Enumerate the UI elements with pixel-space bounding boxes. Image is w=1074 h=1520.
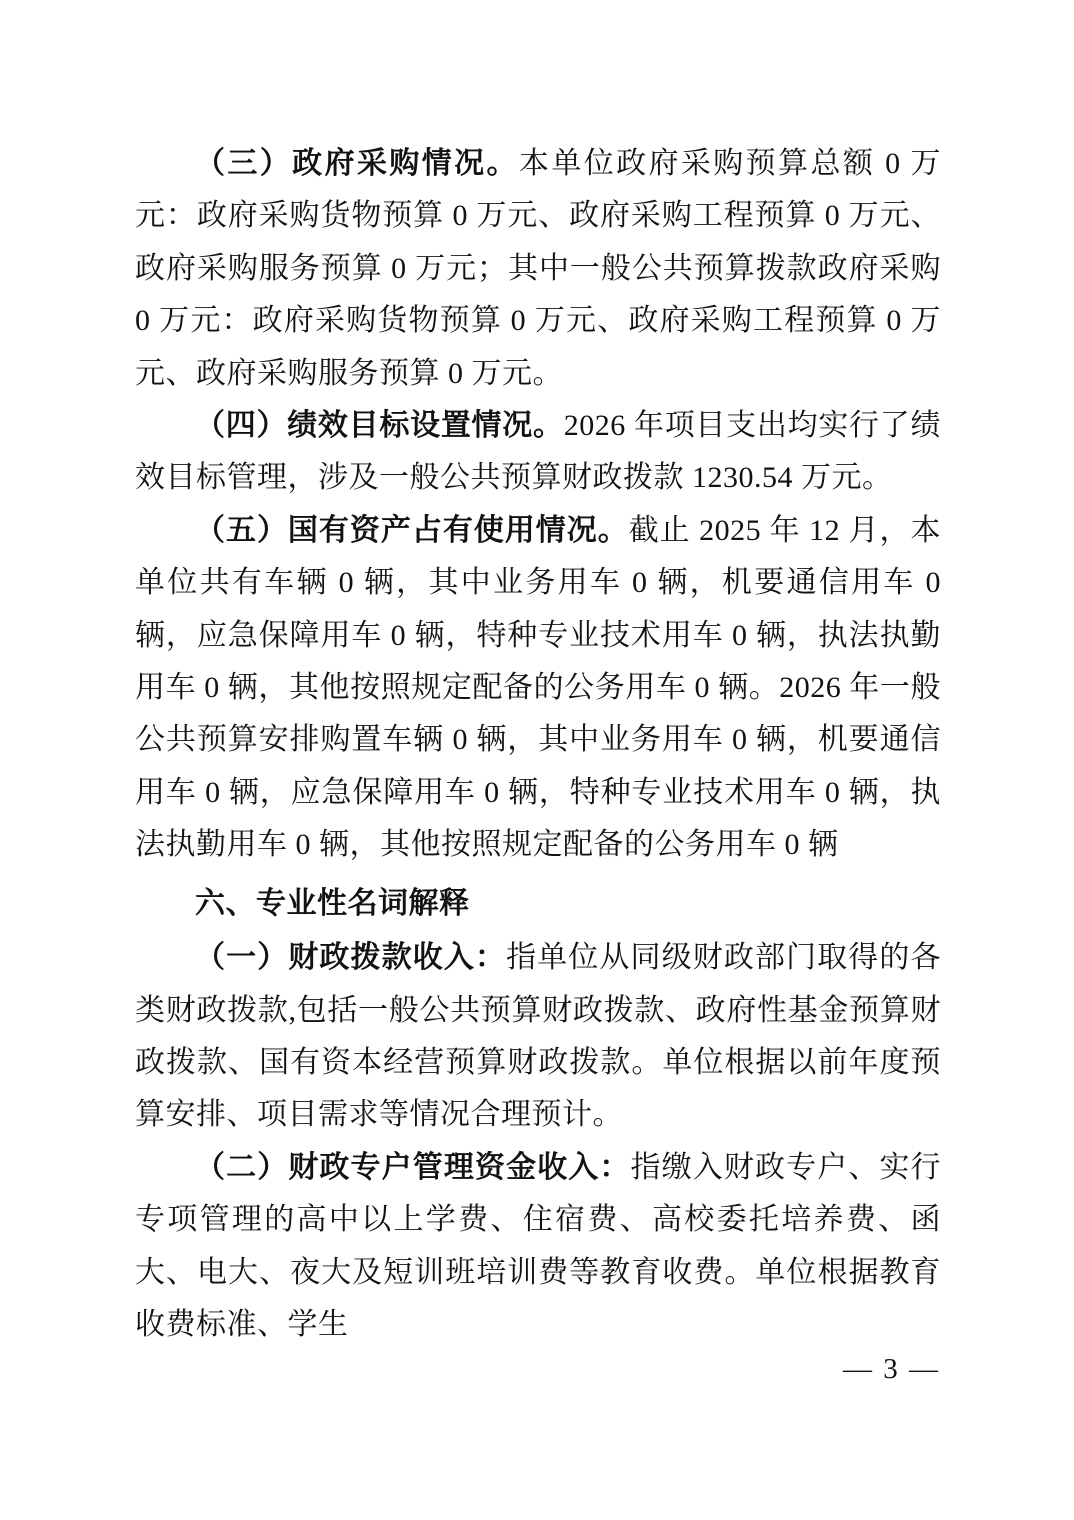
document-body (135, 138, 941, 1351)
paragraph: （一）财政拨款收入：指单位从同级财政部门取得的各类财政拨款,包括一般公共预算财政拨款、政府性基金预算财政拨款、国有资本经营预算财政拨款。单位根据以前年度预算安排、项目需求等情况合理预计。 (135, 941, 942, 1132)
paragraph-lead: （三）政府采购情况。 (195, 147, 519, 180)
paragraph: （二）财政专户管理资金收入：指缴入财政专户、实行专项管理的高中以上学费、住宿费、高校委托培养费、函大、电大、夜大及短训班培训费等教育收费。单位根据教育收费标准、学生 (135, 1150, 942, 1341)
section-heading: 六、专业性名词解释 (195, 886, 470, 920)
paragraph-lead: （一）财政拨款收入： (195, 941, 507, 975)
paragraph-lead: （二）财政专户管理资金收入： (195, 1150, 631, 1184)
paragraph: （三）政府采购情况。本单位政府采购预算总额 0 万元：政府采购货物预算 0 万元、政府采购工程预算 0 万元、政府采购服务预算 0 万元；其中一般公共预算拨款政府采购 0 万元：政府采购货物预算 0 万元、政府采购工程预算 0 万元、政府采购服务预算 0 万元。 (135, 147, 942, 390)
paragraph: （四）绩效目标设置情况。2026 年项目支出均实行了绩效目标管理，涉及一般公共预算财政拨款 1230.54 万元。 (135, 409, 942, 495)
paragraph-lead: （五）国有资产占有使用情况。 (195, 513, 629, 547)
page-number: — 3 — (843, 1353, 940, 1385)
paragraph-lead: （四）绩效目标设置情况。 (195, 409, 564, 443)
paragraph: （五）国有资产占有使用情况。截止 2025 年 12 月，本单位共有车辆 0 辆，其中业务用车 0 辆，机要通信用车 0 辆，应急保障用车 0 辆，特种专业技术用车 0 辆，执法执勤用车 0 辆，其他按照规定配备的公务用车 0 辆。2026 年一般公共预算安排购置车辆 0 辆，其中业务用车 0 辆，机要通信用车 0 辆，应急保障用车 0 辆，特种专业技术用车 0 辆，执法执勤用车 0 辆，其他按照规定配备的公务用车 0 辆 (135, 513, 942, 862)
